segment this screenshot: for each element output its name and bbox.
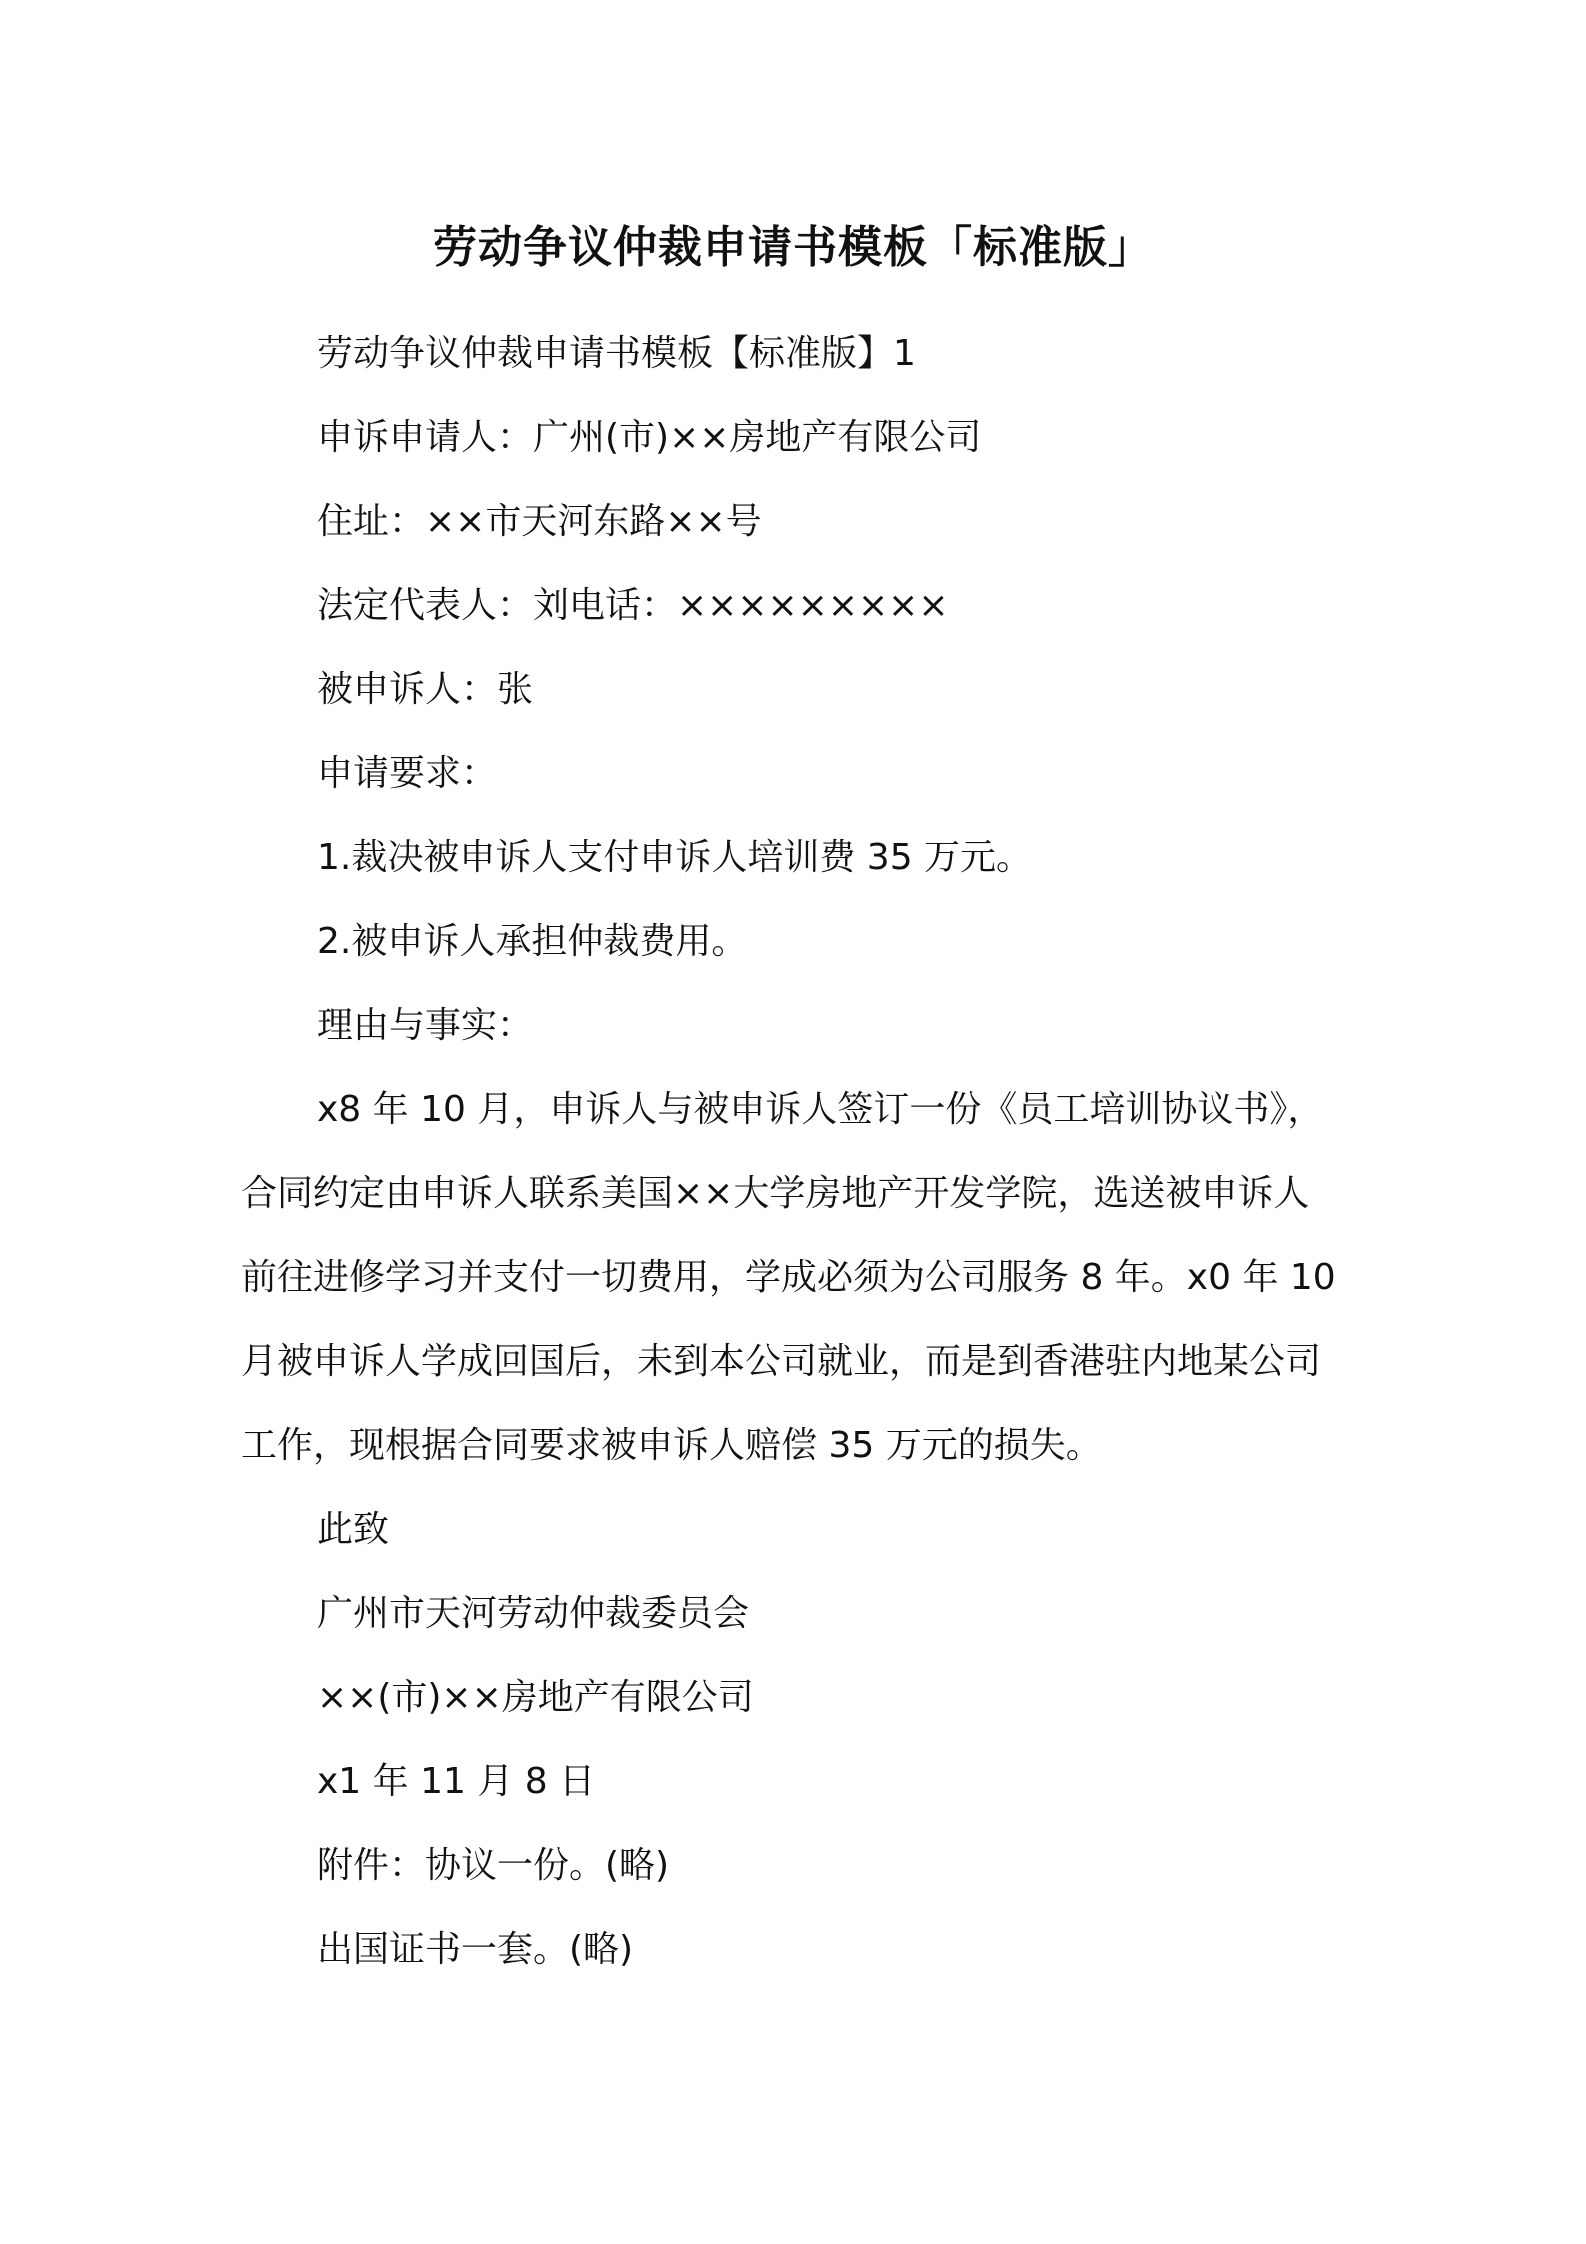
signatory-line: ××(市)××房地产有限公司 <box>317 1677 754 1718</box>
requests-heading: 申请要求： <box>317 753 498 794</box>
request-item-1: 1.裁决被申诉人支付申诉人培训费 35 万元。 <box>317 837 1033 878</box>
closing-line: 此致 <box>317 1509 390 1550</box>
facts-paragraph-line-1 <box>241 1086 1323 1134</box>
facts-text-1: x8 年 10 月，申诉人与被申诉人签订一份《员工培训协议书》， <box>317 1089 1324 1130</box>
document-title: 劳动争议仲裁申请书模板「标准版」 <box>433 222 1153 273</box>
document-subtitle: 劳动争议仲裁申请书模板【标准版】1 <box>317 333 916 374</box>
applicant-line: 申诉申请人：广州(市)××房地产有限公司 <box>317 417 982 458</box>
date-line: x1 年 11 月 8 日 <box>317 1761 596 1802</box>
respondent-line: 被申诉人：张 <box>317 669 534 710</box>
facts-paragraph-line-3: 前往进修学习并支付一切费用，学成必须为公司服务 8 年。x0 年 10 <box>241 1257 1336 1298</box>
attachment-line-1: 附件：协议一份。(略) <box>317 1845 670 1886</box>
reasons-heading: 理由与事实： <box>317 1005 534 1046</box>
request-item-2: 2.被申诉人承担仲裁费用。 <box>317 921 748 962</box>
addressee-line: 广州市天河劳动仲裁委员会 <box>317 1593 750 1634</box>
legal-representative-line: 法定代表人：刘电话：××××××××× <box>317 585 949 626</box>
facts-paragraph-line-5: 工作，现根据合同要求被申诉人赔偿 35 万元的损失。 <box>241 1425 1102 1466</box>
attachment-line-2: 出国证书一套。(略) <box>317 1929 634 1970</box>
facts-paragraph-line-2: 合同约定由申诉人联系美国××大学房地产开发学院，选送被申诉人 <box>241 1173 1310 1214</box>
address-line: 住址：××市天河东路××号 <box>317 501 762 542</box>
facts-paragraph-line-4: 月被申诉人学成回国后，未到本公司就业，而是到香港驻内地某公司 <box>241 1341 1322 1382</box>
